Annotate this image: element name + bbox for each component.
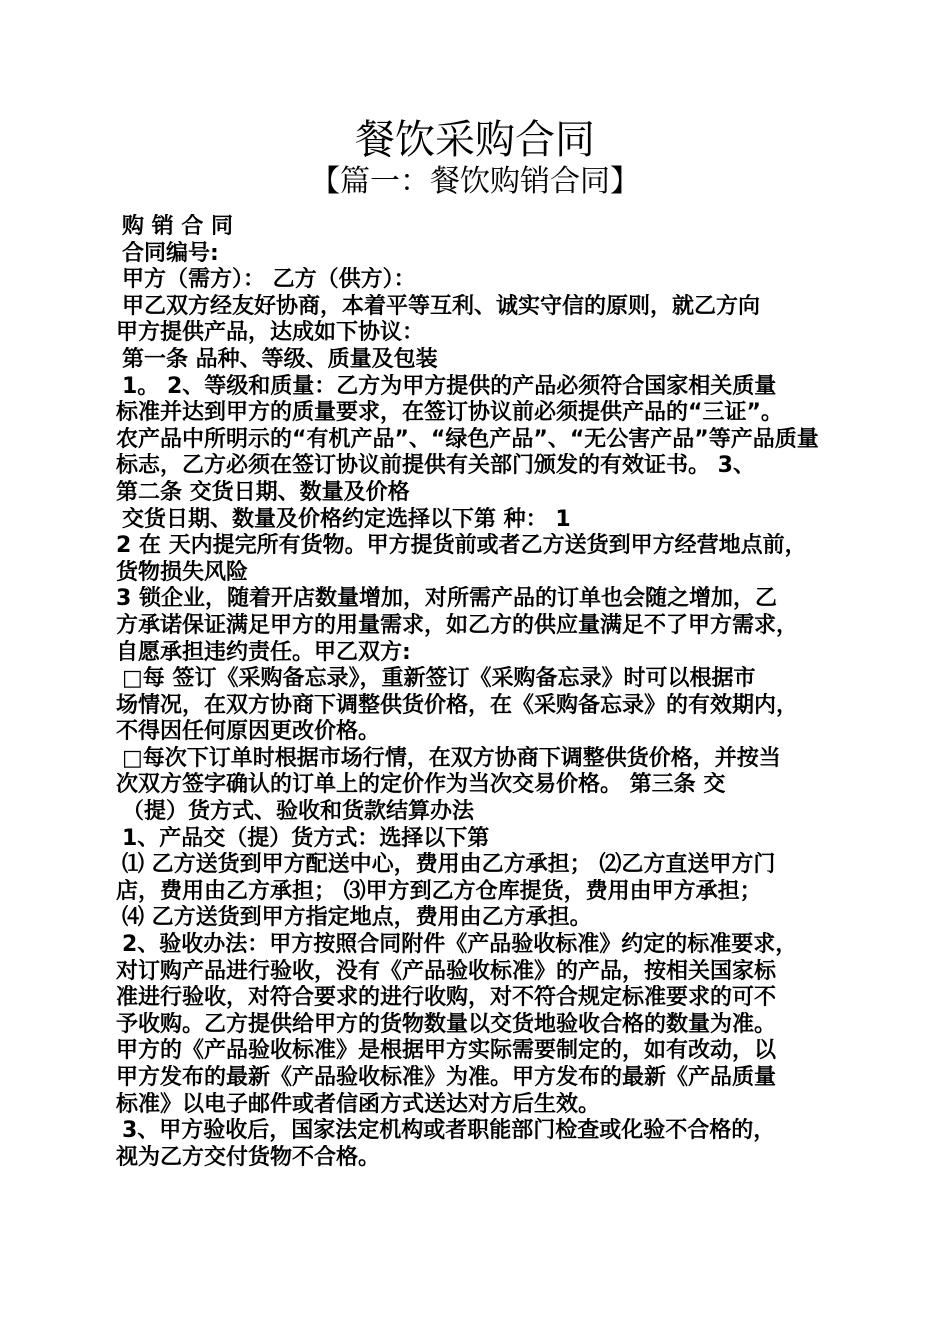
text-line: 视为乙方交付货物不合格。 — [116, 1144, 381, 1170]
text-line: 场情况，在双方协商下调整供货价格，在《采购备忘录》的有效期内， — [116, 692, 799, 718]
text-line: 2、验收办法：甲方按照合同附件《产品验收标准》约定的标准要求， — [122, 932, 798, 958]
text-line: 甲方（需方）： 乙方（供方）： — [122, 267, 416, 293]
text-line: 准进行验收，对符合要求的进行收购，对不符合规定标准要求的可不 — [116, 985, 777, 1011]
text-line: 1。 2、等级和质量：乙方为甲方提供的产品必须符合国家相关质量 — [122, 373, 777, 399]
text-line: 对订购产品进行验收，没有《产品验收标准》的产品，按相关国家标 — [116, 958, 777, 984]
text-line: 交货日期、数量及价格约定选择以下第 种： 1 — [122, 506, 571, 532]
text-line: 方承诺保证满足甲方的用量需求，如乙方的供应量满足不了甲方需求， — [116, 612, 799, 638]
text-line: ⑷ 乙方送货到甲方指定地点，费用由乙方承担。 — [122, 905, 592, 931]
text-line: 农产品中所明示的“有机产品”、“绿色产品”、“无公害产品”等产品质量 — [116, 426, 819, 452]
text-line: 2 在 天内提完所有货物。甲方提货前或者乙方送货到甲方经营地点前， — [116, 533, 807, 559]
text-line: 甲方的《产品验收标准》是根据甲方实际需要制定的，如有改动，以 — [116, 1038, 777, 1064]
text-line: □每 签订《采购备忘录》，重新签订《采购备忘录》时可以根据市 — [122, 666, 756, 692]
text-line: 购 销 合 同 — [122, 214, 233, 239]
text-line: 第一条 品种、等级、质量及包装 — [122, 346, 438, 372]
text-line: 3、甲方验收后，国家法定机构或者职能部门检查或化验不合格的， — [122, 1118, 776, 1144]
text-line: 第二条 交货日期、数量及价格 — [116, 479, 410, 505]
text-line: 甲方提供产品，达成如下协议： — [116, 320, 425, 346]
text-line: 合同编号: — [122, 240, 219, 266]
text-line: 店，费用由乙方承担； ⑶甲方到乙方仓库提货，费用由甲方承担； — [116, 878, 762, 904]
text-line: 3 锁企业，随着开店数量增加，对所需产品的订单也会随之增加，乙 — [116, 586, 777, 612]
text-line: □每次下订单时根据市场行情，在双方协商下调整供货价格，并按当 — [122, 745, 781, 771]
contract-body — [116, 214, 856, 1171]
text-line: 标准》以电子邮件或者信函方式送达对方后生效。 — [116, 1091, 601, 1117]
text-line: 标准并达到甲方的质量要求，在签订协议前必须提供产品的“三证”。 — [116, 400, 783, 426]
text-line: 货物损失风险 — [116, 559, 249, 585]
text-line: 甲乙双方经友好协商，本着平等互利、诚实守信的原则，就乙方向 — [122, 293, 761, 319]
text-line: 自愿承担违约责任。甲乙双方: — [116, 639, 411, 665]
text-line: ⑴ 乙方送货到甲方配送中心，费用由乙方承担； ⑵乙方直送甲方门 — [122, 852, 776, 878]
document-subtitle: 【篇一：餐饮购销合同】 — [310, 164, 640, 199]
text-line: （提）货方式、验收和货款结算办法 — [122, 799, 475, 825]
text-line: 不得因任何原因更改价格。 — [116, 719, 381, 745]
text-line: 标志，乙方必须在签订协议前提供有关部门颁发的有效证书。 3、 — [116, 453, 755, 479]
text-line: 1、产品交（提）货方式：选择以下第 — [122, 825, 490, 851]
document-title: 餐饮采购合同 — [355, 117, 595, 163]
text-line: 予收购。乙方提供给甲方的货物数量以交货地验收合格的数量为准。 — [116, 1011, 777, 1037]
text-line: 次双方签字确认的订单上的定价作为当次交易价格。 第三条 交 — [116, 772, 726, 798]
text-line: 甲方发布的最新《产品验收标准》为准。甲方发布的最新《产品质量 — [116, 1065, 777, 1090]
